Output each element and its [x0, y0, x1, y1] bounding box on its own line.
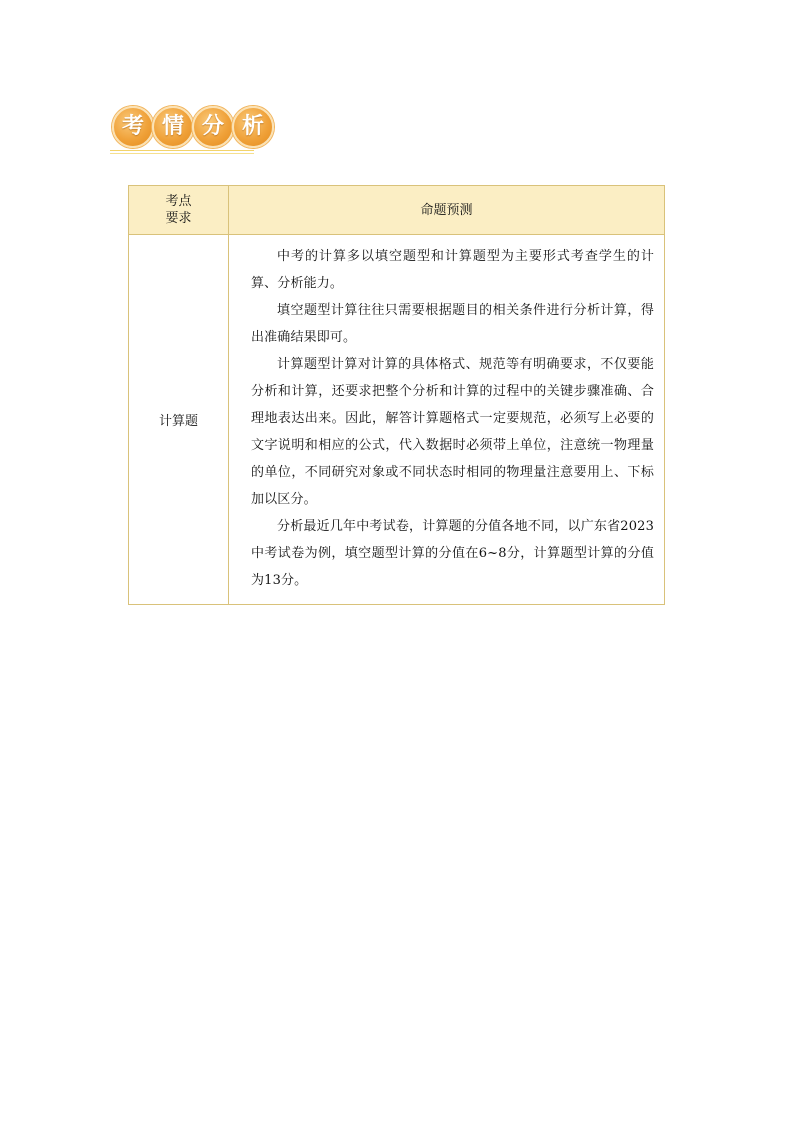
content-paragraph: 计算题型计算对计算的具体格式、规范等有明确要求，不仅要能分析和计算，还要求把整个分析和计算的过程中的关键步骤准确、合理地表达出来。因此，解答计算题格式一定要规范，必须写上必要的文字说明和相应的公式，代入数据时必须带上单位，注意统一物理量的单位，不同研究对象或不同状态时相同的物理量注意要用上、下标加以区分。 — [251, 357, 654, 507]
row-label: 计算题 — [129, 235, 229, 605]
badge-char: 考 — [112, 106, 154, 148]
badge-char: 分 — [192, 106, 234, 148]
header-requirement — [129, 186, 229, 235]
section-title-badge — [110, 104, 264, 156]
badge-underline — [110, 153, 254, 154]
badge-underline — [110, 150, 254, 151]
table-header-row — [129, 186, 665, 235]
header-requirement-line1: 考点 — [165, 194, 192, 209]
content-paragraph: 中考的计算多以填空题型和计算题型为主要形式考查学生的计算、分析能力。 — [251, 249, 654, 291]
exam-analysis-table — [128, 185, 665, 605]
table-row — [129, 235, 665, 605]
header-prediction: 命题预测 — [229, 186, 665, 235]
row-content — [229, 235, 665, 605]
badge-char: 析 — [232, 106, 274, 148]
badge-char: 情 — [152, 106, 194, 148]
badge-circles — [112, 106, 272, 148]
content-paragraph: 填空题型计算往往只需要根据题目的相关条件进行分析计算，得出准确结果即可。 — [251, 303, 654, 345]
content-paragraph: 分析最近几年中考试卷，计算题的分值各地不同，以广东省2023中考试卷为例，填空题型计算的分值在6~8分，计算题型计算的分值为13分。 — [251, 519, 654, 588]
header-requirement-line2: 要求 — [165, 211, 192, 226]
